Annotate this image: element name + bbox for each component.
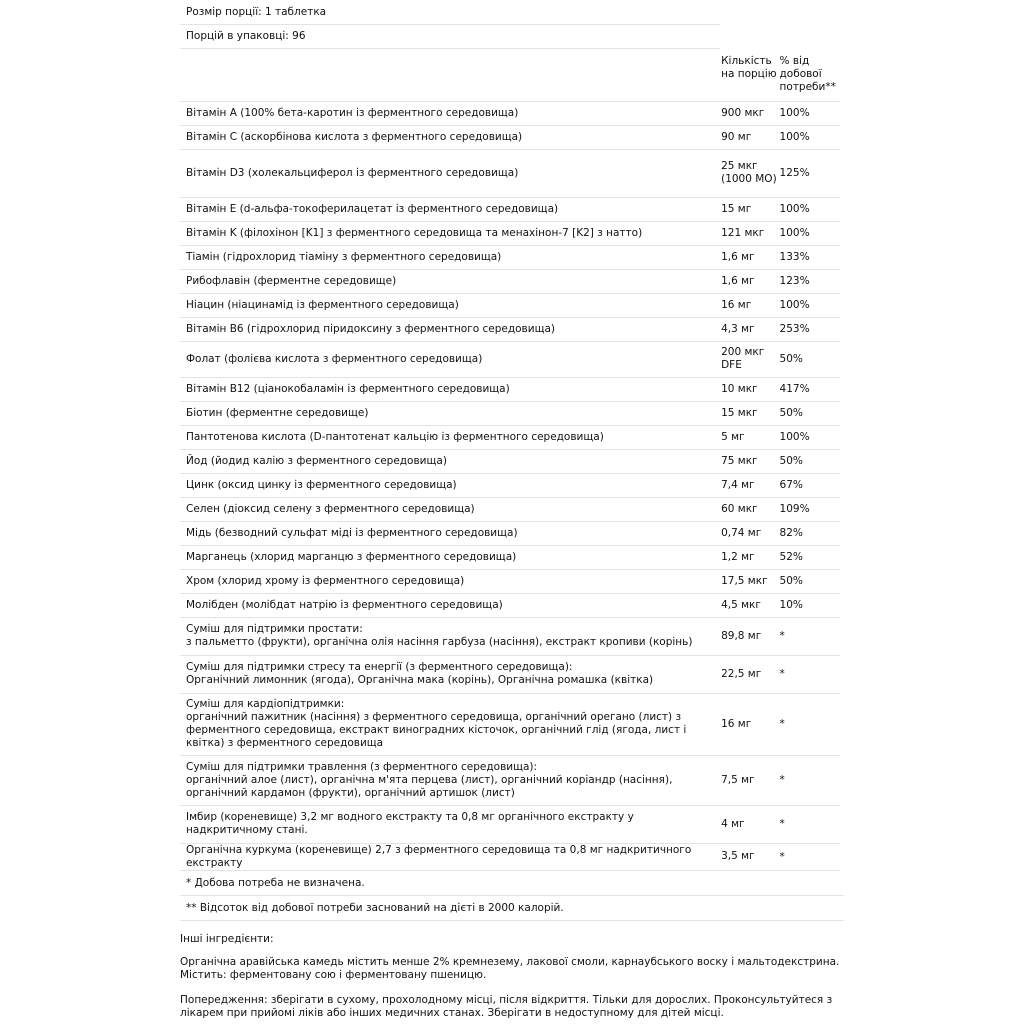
amount-per-serving: 0,74 мг (721, 521, 779, 545)
nutrient-name: Вітамін A (100% бета-каротин із ферментного середовища) (180, 101, 721, 125)
daily-value-percent: * (780, 693, 840, 755)
nutrient-name: Пантотенова кислота (D-пантотенат кальцію із ферментного середовища) (180, 425, 721, 449)
amount-per-serving: 200 мкг DFE (721, 341, 779, 377)
daily-value-percent: 100% (780, 125, 840, 149)
amount-per-serving: 90 мг (721, 125, 779, 149)
daily-value-percent: 100% (780, 425, 840, 449)
table-row (180, 293, 840, 317)
table-row (180, 221, 840, 245)
daily-value-percent: 50% (780, 569, 840, 593)
amount-per-serving: 75 мкг (721, 449, 779, 473)
table-header-row (180, 49, 840, 101)
nutrient-name: Вітамін D3 (холекальциферол із ферментного середовища) (180, 149, 721, 197)
nutrient-name: Фолат (фолієва кислота з ферментного середовища) (180, 341, 721, 377)
blend-cell (180, 693, 721, 755)
nutrient-name: Тіамін (гідрохлорид тіаміну з ферментного середовища) (180, 245, 721, 269)
blend-description: органічний пажитник (насіння) з ферментного середовища, органічний орегано (лист) з ферментного середовища, екстракт виноградних кісточок, органічний глід (ягода, лист і квітка) з ферментного середовища (186, 711, 687, 749)
table-row (180, 269, 840, 293)
nutrient-name: Вітамін B12 (ціанокобаламін із ферментного середовища) (180, 377, 721, 401)
daily-value-percent: 100% (780, 101, 840, 125)
daily-value-percent: 82% (780, 521, 840, 545)
amount-per-serving: 1,6 мг (721, 245, 779, 269)
amount-per-serving: 60 мкг (721, 497, 779, 521)
amount-per-serving: 900 мкг (721, 101, 779, 125)
warning-text: Попередження: зберігати в сухому, прохолодному місці, після відкриття. Тільки для дорослих. Проконсультуйтеся з лікарем при прийомі ліків або інших медичних станах. Зберігати в недоступному для дітей місці. (180, 994, 833, 1019)
nutrient-name: Мідь (безводний сульфат міді із ферментного середовища) (180, 521, 721, 545)
serving-size: Розмір порції: 1 таблетка (180, 0, 720, 25)
blend-cell (180, 755, 721, 805)
nutrient-name: Марганець (хлорид марганцю з ферментного середовища) (180, 545, 721, 569)
daily-value-percent: 100% (780, 197, 840, 221)
blend-cell (180, 655, 721, 693)
nutrient-name: Цинк (оксид цинку із ферментного середовища) (180, 473, 721, 497)
blend-row (180, 755, 840, 805)
amount-per-serving: 15 мкг (721, 401, 779, 425)
table-row (180, 805, 840, 843)
amount-per-serving: 17,5 мкг (721, 569, 779, 593)
daily-value-header: % від добової потреби** (780, 49, 840, 101)
table-row (180, 245, 840, 269)
amount-per-serving: 1,6 мг (721, 269, 779, 293)
daily-value-percent: 50% (780, 401, 840, 425)
blend-title: Суміш для кардіопідтримки: (186, 698, 345, 710)
amount-per-serving: 4,3 мг (721, 317, 779, 341)
table-row (180, 593, 840, 617)
daily-value-percent: * (780, 655, 840, 693)
table-row (180, 521, 840, 545)
daily-value-percent: 10% (780, 593, 840, 617)
blend-row (180, 655, 840, 693)
amount-per-serving: 15 мг (721, 197, 779, 221)
nutrient-name: Імбир (кореневище) 3,2 мг водного екстракту та 0,8 мг органічного екстракту у надкритичному стані. (180, 805, 721, 843)
daily-value-percent: 100% (780, 221, 840, 245)
blend-description: з пальметто (фрукти), органічна олія насіння гарбуза (насіння), екстракт кропиви (корінь) (186, 636, 693, 648)
nutrients-table (180, 49, 840, 871)
daily-value-percent: * (780, 805, 840, 843)
daily-value-percent: 109% (780, 497, 840, 521)
blend-title: Суміш для підтримки стресу та енергії (з ферментного середовища): (186, 661, 573, 673)
table-row (180, 125, 840, 149)
daily-value-percent: 50% (780, 341, 840, 377)
nutrient-name: Хром (хлорид хрому із ферментного середовища) (180, 569, 721, 593)
table-row (180, 425, 840, 449)
amount-per-serving: 16 мг (721, 693, 779, 755)
table-row (180, 843, 840, 870)
blend-cell (180, 617, 721, 655)
daily-value-percent: * (780, 617, 840, 655)
nutrient-name: Вітамін B6 (гідрохлорид піридоксину з ферментного середовища) (180, 317, 721, 341)
amount-per-serving: 16 мг (721, 293, 779, 317)
servings-per-container: Порцій в упаковці: 96 (180, 25, 720, 49)
other-ingredients-title: Інші інгредієнти: (180, 933, 274, 945)
blend-title: Суміш для підтримки травлення (з ферментного середовища): (186, 760, 538, 773)
daily-value-percent: 133% (780, 245, 840, 269)
other-ingredients-text: Органічна аравійська камедь містить менше 2% кремнезему, лакової смоли, карнаубського воску і мальтодекстрина. Містить: ферментовану сою і ферментовану пшеницю. (180, 956, 840, 981)
amount-per-serving: 89,8 мг (721, 617, 779, 655)
nutrient-name: Вітамін K (філохінон [K1] з ферментного середовища та менахінон-7 [K2] з натто) (180, 221, 721, 245)
amount-per-serving: 3,5 мг (721, 843, 779, 870)
nutrient-name: Вітамін E (d-альфа-токоферилацетат із ферментного середовища) (180, 197, 721, 221)
table-row (180, 569, 840, 593)
nutrient-name: Рибофлавін (ферментне середовище) (180, 269, 721, 293)
amount-per-serving: 10 мкг (721, 377, 779, 401)
daily-value-percent: 123% (780, 269, 840, 293)
daily-value-percent: 253% (780, 317, 840, 341)
amount-per-serving: 5 мг (721, 425, 779, 449)
daily-value-percent: * (780, 843, 840, 870)
supplement-facts-panel (180, 0, 844, 921)
amount-per-serving: 7,4 мг (721, 473, 779, 497)
amount-per-serving: 4,5 мкг (721, 593, 779, 617)
amount-per-serving: 25 мкг (1000 МО) (721, 149, 779, 197)
table-row (180, 473, 840, 497)
amount-per-serving: 121 мкг (721, 221, 779, 245)
table-row (180, 197, 840, 221)
daily-value-percent: * (780, 755, 840, 805)
daily-value-percent: 417% (780, 377, 840, 401)
table-row (180, 317, 840, 341)
amount-per-serving: 22,5 мг (721, 655, 779, 693)
nutrient-name: Молібден (молібдат натрію із ферментного середовища) (180, 593, 721, 617)
table-row (180, 341, 840, 377)
table-row (180, 497, 840, 521)
table-row (180, 401, 840, 425)
blend-row (180, 617, 840, 655)
footnote-not-established: * Добова потреба не визначена. (180, 871, 844, 896)
nutrient-name: Вітамін C (аскорбінова кислота з ферментного середовища) (180, 125, 721, 149)
table-row (180, 545, 840, 569)
blend-title: Суміш для підтримки простати: (186, 623, 363, 635)
amount-header: Кількість на порцію (721, 49, 779, 101)
table-row (180, 377, 840, 401)
nutrient-name: Біотин (ферментне середовище) (180, 401, 721, 425)
daily-value-percent: 125% (780, 149, 840, 197)
amount-per-serving: 4 мг (721, 805, 779, 843)
daily-value-percent: 100% (780, 293, 840, 317)
table-row (180, 449, 840, 473)
daily-value-percent: 52% (780, 545, 840, 569)
daily-value-percent: 50% (780, 449, 840, 473)
daily-value-percent: 67% (780, 473, 840, 497)
nutrient-name: Органічна куркума (кореневище) 2,7 з ферментного середовища та 0,8 мг надкритичного екстракту (180, 843, 721, 870)
blend-description: органічний алое (лист), органічна м'ята перцева (лист), органічний коріандр (насіння), органічний кардамон (фрукти), органічний артишок (лист) (186, 773, 673, 799)
nutrient-name: Йод (йодид калію з ферментного середовища) (180, 449, 721, 473)
amount-per-serving: 7,5 мг (721, 755, 779, 805)
blend-description: Органічний лимонник (ягода), Органічна мака (корінь), Органічна ромашка (квітка) (186, 674, 654, 686)
table-row (180, 101, 840, 125)
nutrient-name: Ніацин (ніацинамід із ферментного середовища) (180, 293, 721, 317)
blend-row (180, 693, 840, 755)
amount-per-serving: 1,2 мг (721, 545, 779, 569)
table-row (180, 149, 840, 197)
nutrient-name: Селен (діоксид селену з ферментного середовища) (180, 497, 721, 521)
footnote-daily-value-basis: ** Відсоток від добової потреби заснований на дієті в 2000 калорій. (180, 896, 844, 921)
